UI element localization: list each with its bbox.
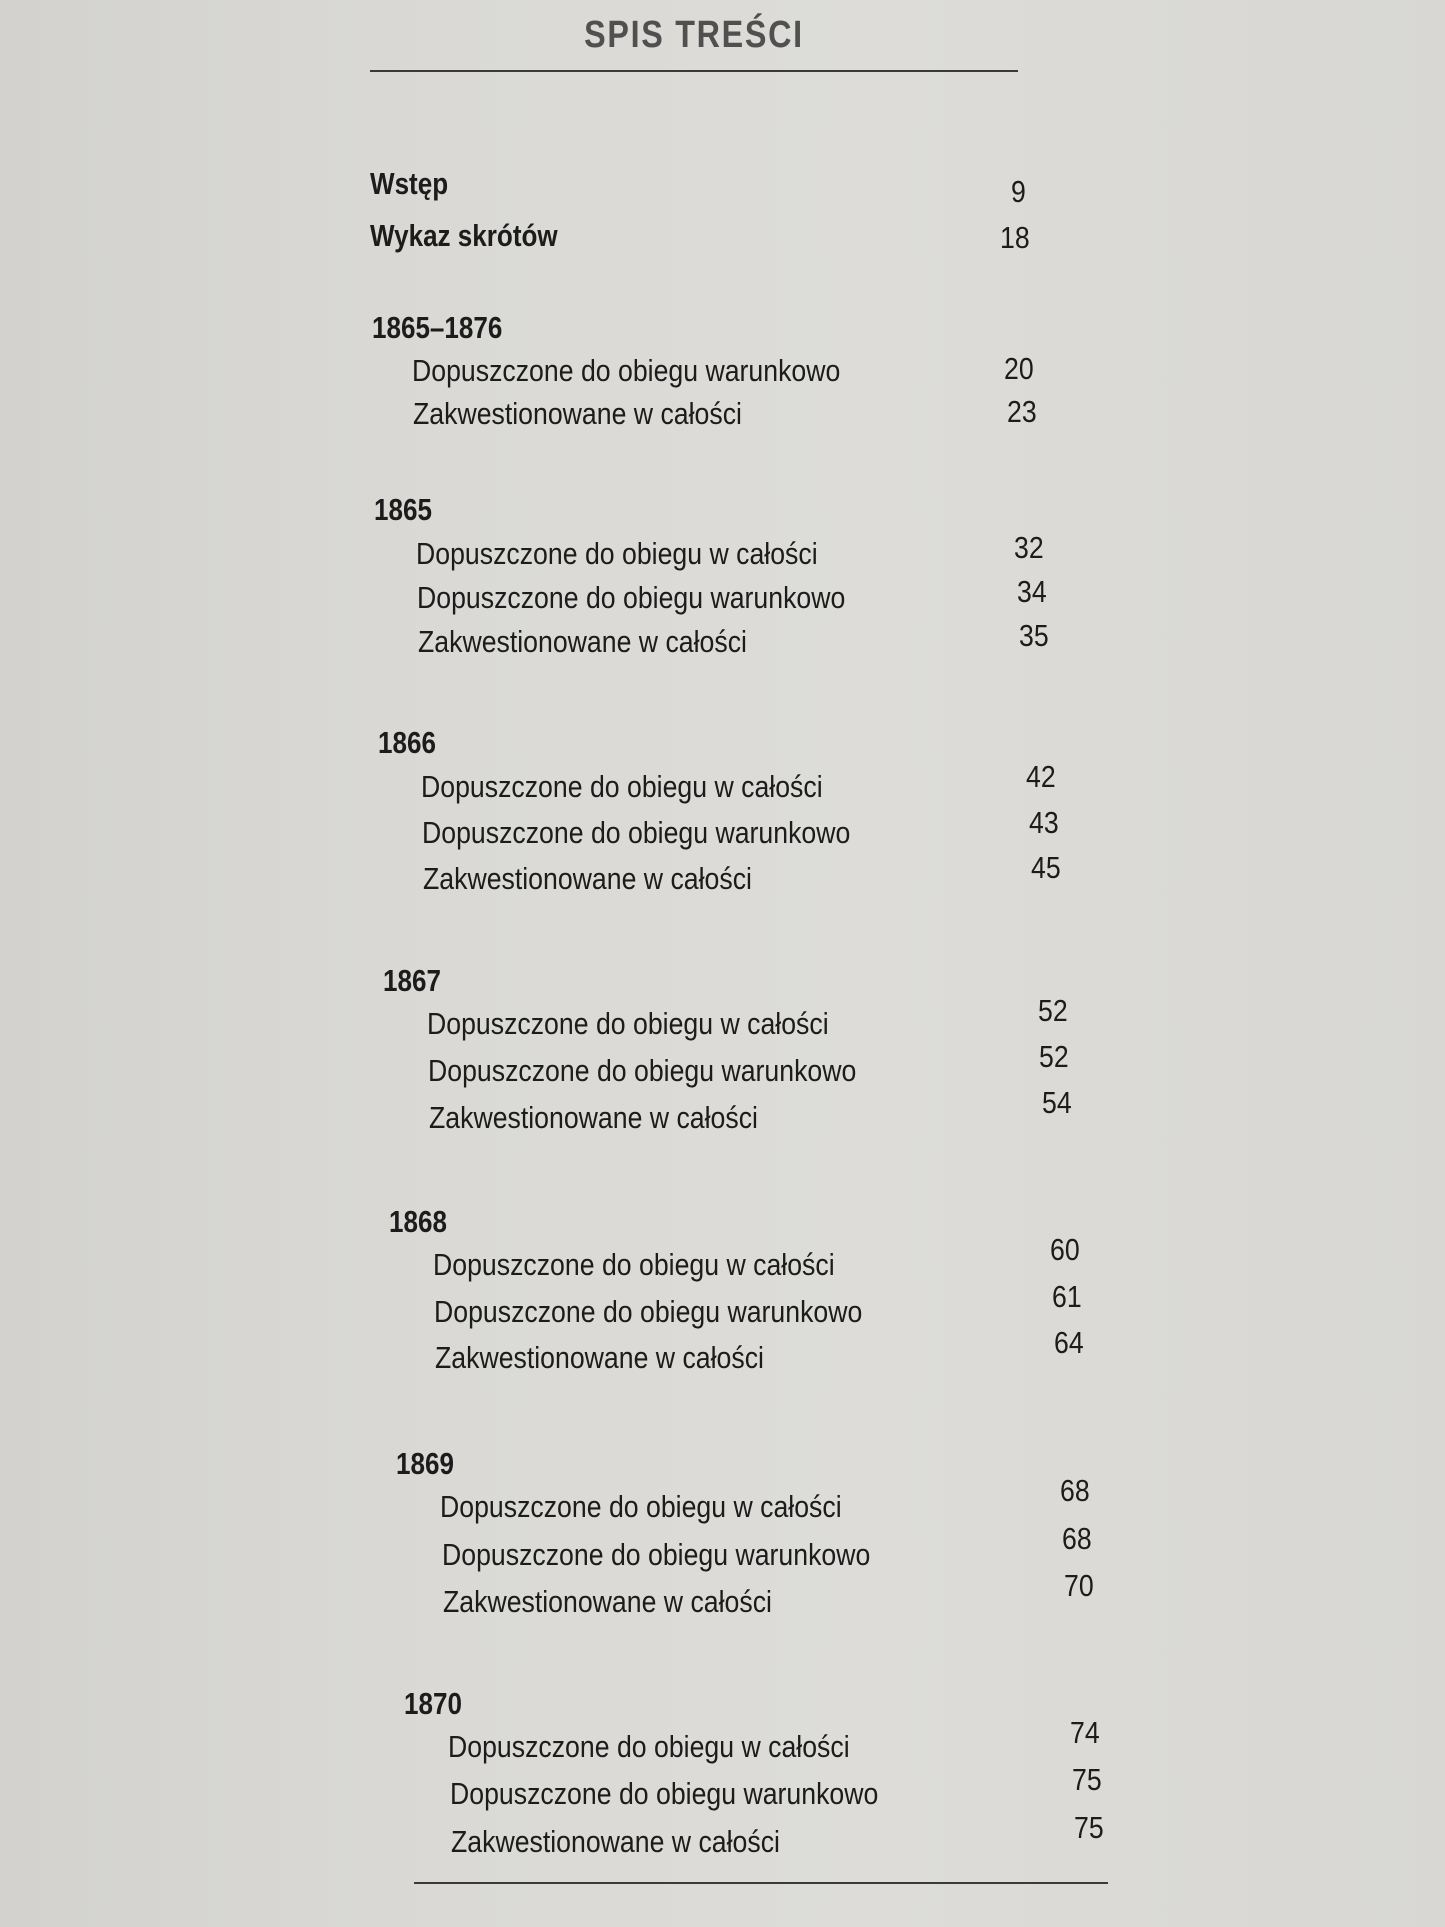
toc-entry: Dopuszczone do obiegu w całości (440, 1489, 842, 1524)
toc-entry: Dopuszczone do obiegu w całości (433, 1247, 835, 1282)
toc-entry: Zakwestionowane w całości (423, 861, 752, 896)
toc-entry: Zakwestionowane w całości (435, 1340, 764, 1375)
toc-section-heading: 1868 (389, 1204, 447, 1239)
toc-entry: Dopuszczone do obiegu w całości (421, 769, 823, 804)
toc-section-heading: 1867 (383, 963, 441, 998)
toc-entry: Dopuszczone do obiegu w całości (416, 536, 818, 571)
toc-entry: Dopuszczone do obiegu warunkowo (412, 353, 841, 388)
toc-entry: Dopuszczone do obiegu warunkowo (450, 1776, 879, 1811)
toc-section-heading: 1866 (378, 725, 436, 760)
toc-entry-page: 35 (1019, 618, 1049, 653)
toc-entry-page: 42 (1026, 759, 1056, 794)
toc-entry-page: 23 (1007, 394, 1037, 429)
toc-entry-page: 64 (1054, 1325, 1084, 1360)
toc-entry: Zakwestionowane w całości (413, 396, 742, 431)
toc-entry: Zakwestionowane w całości (429, 1100, 758, 1135)
toc-entry: Dopuszczone do obiegu warunkowo (442, 1537, 871, 1572)
toc-entry-page: 74 (1070, 1715, 1100, 1750)
toc-entry-page: 34 (1017, 574, 1047, 609)
top-rule (370, 70, 1018, 72)
toc-entry: Dopuszczone do obiegu warunkowo (422, 815, 851, 850)
toc-section-heading: 1870 (404, 1686, 462, 1721)
toc-entry-page: 43 (1029, 805, 1059, 840)
toc-entry-page: 52 (1039, 1039, 1069, 1074)
toc-entry-page: 9 (1011, 174, 1026, 209)
toc-entry: Dopuszczone do obiegu w całości (427, 1006, 829, 1041)
toc-entry-page: 54 (1042, 1085, 1072, 1120)
toc-entry: Dopuszczone do obiegu warunkowo (428, 1053, 857, 1088)
bottom-rule (414, 1882, 1108, 1884)
toc-entry-label: Wstęp (370, 166, 449, 201)
toc-entry: Zakwestionowane w całości (418, 624, 747, 659)
toc-entry: Dopuszczone do obiegu w całości (448, 1729, 850, 1764)
toc-entry-page: 68 (1062, 1521, 1092, 1556)
toc-entry-page: 32 (1014, 530, 1044, 565)
toc-entry-page: 75 (1074, 1810, 1104, 1845)
toc-section-heading: 1865–1876 (372, 310, 503, 345)
toc-entry: Zakwestionowane w całości (443, 1584, 772, 1619)
toc-entry: Dopuszczone do obiegu warunkowo (417, 580, 846, 615)
toc-entry-page: 45 (1031, 850, 1061, 885)
toc-entry: Dopuszczone do obiegu warunkowo (434, 1294, 863, 1329)
toc-section-heading: 1869 (396, 1446, 454, 1481)
toc-entry-label: Wykaz skrótów (370, 218, 558, 253)
toc-entry-page: 75 (1072, 1762, 1102, 1797)
toc-entry-front-1 (370, 216, 593, 256)
toc-entry-page: 61 (1052, 1279, 1082, 1314)
page-title: SPIS TREŚCI (584, 14, 804, 56)
toc-entry-page: 60 (1050, 1232, 1080, 1267)
toc-entry-page: 68 (1060, 1473, 1090, 1508)
toc-entry-page: 18 (1000, 220, 1030, 255)
toc-entry: Zakwestionowane w całości (451, 1824, 780, 1859)
toc-entry-page: 20 (1004, 351, 1034, 386)
toc-section-heading: 1865 (374, 492, 432, 527)
toc-entry-page: 70 (1064, 1568, 1094, 1603)
toc-entry-page: 52 (1038, 993, 1068, 1028)
toc-entry-front-0 (370, 164, 463, 204)
